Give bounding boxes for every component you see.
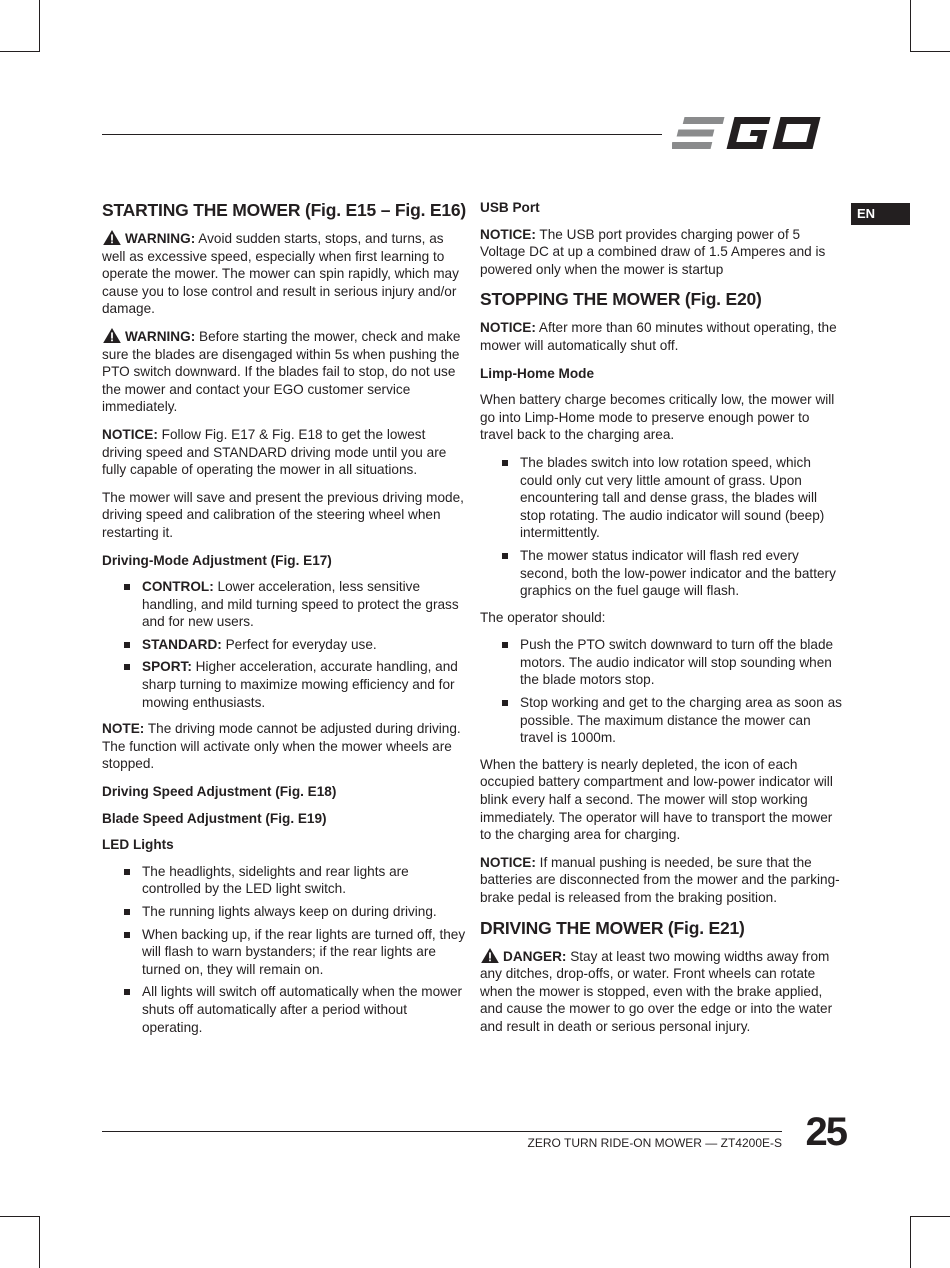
subheading-driving-mode: Driving-Mode Adjustment (Fig. E17) xyxy=(102,552,332,568)
list-item xyxy=(102,658,468,711)
subheading-limp-home: Limp-Home Mode xyxy=(480,365,595,381)
notice-label: NOTICE: xyxy=(102,426,158,442)
list-item: The headlights, sidelights and rear lights are controlled by the LED light switch. xyxy=(102,863,468,898)
crop-mark xyxy=(39,1216,40,1268)
note-text: The driving mode cannot be adjusted during driving. The function will activate only when the mower wheels are stopped. xyxy=(102,721,461,772)
footer-rule xyxy=(102,1131,782,1132)
language-tab: EN xyxy=(851,203,910,225)
mode-text: Perfect for everyday use. xyxy=(221,636,377,652)
footer-model-text: ZERO TURN RIDE-ON MOWER — ZT4200E-S xyxy=(527,1136,782,1150)
notice-label: NOTICE: xyxy=(480,226,536,242)
warning-paragraph xyxy=(102,328,468,416)
limp-home-list xyxy=(480,454,846,600)
subheading-usb-port: USB Port xyxy=(480,200,540,215)
note-paragraph xyxy=(102,720,468,773)
warning-triangle-icon xyxy=(102,328,122,343)
section-heading-stopping: STOPPING THE MOWER (Fig. E20) xyxy=(480,289,762,310)
mode-text: Higher acceleration, accurate handling, and sharp turning to maximize mowing efficiency and for mowing enthusiasts. xyxy=(142,659,458,710)
section-heading-driving: DRIVING THE MOWER (Fig. E21) xyxy=(480,917,745,938)
note-label: NOTE: xyxy=(102,721,145,737)
page-number: 25 xyxy=(805,1110,846,1154)
warning-label: WARNING: xyxy=(125,328,196,344)
list-item xyxy=(102,578,468,631)
led-list xyxy=(102,863,468,1036)
list-item: The blades switch into low rotation speed, which could only cut very little amount of grass. Upon encountering tall and dense grass, the blades will stop rotating. The audio indicator will sound (beep) intermittently. xyxy=(480,454,846,542)
mode-label: CONTROL: xyxy=(142,579,214,595)
notice-text: The USB port provides charging power of 5 Voltage DC at up a combined draw of 1.5 Amperes and is powered only when the mower is startup xyxy=(480,226,826,277)
right-column xyxy=(480,199,846,1046)
notice-text: If manual pushing is needed, be sure that the batteries are disconnected from the mower and the parking-brake pedal is released from the braking position. xyxy=(480,854,840,905)
mode-label: SPORT: xyxy=(142,659,192,675)
danger-text: Stay at least two mowing widths away from any ditches, drop-offs, or water. Front wheels can rotate when the mower is stopped, even with the brake applied, and cause the mower to go over the edge or into the water and result in death or serious personal injury. xyxy=(480,948,833,1034)
ego-logo xyxy=(672,111,844,155)
subheading-driving-speed: Driving Speed Adjustment (Fig. E18) xyxy=(102,784,337,800)
notice-paragraph xyxy=(480,854,846,907)
body-paragraph: The mower will save and present the previous driving mode, driving speed and calibration of the steering wheel when restarting it. xyxy=(102,489,464,540)
crop-mark xyxy=(0,51,40,52)
warning-text: Avoid sudden starts, stops, and turns, as well as excessive speed, especially when first learning to operate the mower. The mower can spin rapidly, which may cause you to lose control and result in serious injury and/or damage. xyxy=(102,231,459,317)
list-item: When backing up, if the rear lights are turned off, they will flash to warn bystanders; if the rear lights are turned on, they will remain on. xyxy=(102,926,468,979)
list-item xyxy=(102,636,468,654)
left-column xyxy=(102,199,468,1045)
warning-text: Before starting the mower, check and make sure the blades are disengaged within 5s when pushing the PTO switch downward. If the blades fail to stop, do not use the mower and contact your EGO customer service immediately. xyxy=(102,328,461,415)
crop-mark xyxy=(910,0,911,52)
list-item: The running lights always keep on during driving. xyxy=(102,903,468,921)
warning-triangle-icon xyxy=(102,230,122,245)
warning-paragraph xyxy=(102,230,468,318)
header-rule xyxy=(102,134,662,135)
crop-mark xyxy=(910,1216,950,1217)
notice-text: Follow Fig. E17 & Fig. E18 to get the lowest driving speed and STANDARD driving mode until you are fully capable of operating the mower in all situations. xyxy=(102,426,447,478)
body-paragraph: When the battery is nearly depleted, the icon of each occupied battery compartment and low-power indicator will blink every half a second. The mower will stop working immediately. The operator will have to transport the mower to the charging area for charging. xyxy=(480,756,833,843)
crop-mark xyxy=(39,0,40,52)
notice-paragraph xyxy=(480,226,846,279)
list-item: The mower status indicator will flash red every second, both the low-power indicator and the battery graphics on the fuel gauge will flash. xyxy=(480,547,846,600)
mode-label: STANDARD: xyxy=(142,636,222,652)
notice-text: After more than 60 minutes without operating, the mower will automatically shut off. xyxy=(480,320,837,353)
list-item: All lights will switch off automatically when the mower shuts off automatically after a period without operating. xyxy=(102,983,468,1036)
subheading-led-lights: LED Lights xyxy=(102,837,174,853)
crop-mark xyxy=(0,1216,40,1217)
list-item: Push the PTO switch downward to turn off the blade motors. The audio indicator will stop sounding when the blade motors stop. xyxy=(480,636,846,689)
notice-label: NOTICE: xyxy=(480,320,536,336)
notice-label: NOTICE: xyxy=(480,854,536,870)
danger-triangle-icon xyxy=(480,948,500,963)
list-item: Stop working and get to the charging area as soon as possible. The maximum distance the mower can travel is 1000m. xyxy=(480,694,846,747)
body-paragraph: When battery charge becomes critically low, the mower will go into Limp-Home mode to preserve enough power to travel back to the charging area. xyxy=(480,392,835,443)
danger-paragraph xyxy=(480,948,846,1036)
operator-list xyxy=(480,636,846,747)
danger-label: DANGER: xyxy=(503,948,567,964)
section-heading-starting: STARTING THE MOWER (Fig. E15 – Fig. E16) xyxy=(102,200,467,220)
crop-mark xyxy=(910,51,950,52)
warning-label: WARNING: xyxy=(125,231,196,246)
subheading-blade-speed: Blade Speed Adjustment (Fig. E19) xyxy=(102,810,327,826)
driving-mode-list xyxy=(102,578,468,711)
notice-paragraph xyxy=(480,319,846,354)
notice-paragraph xyxy=(102,426,468,479)
body-paragraph: The operator should: xyxy=(480,609,606,625)
mode-text: Lower acceleration, less sensitive handling, and mild turning speed to protect the grass and for new users. xyxy=(142,579,459,630)
crop-mark xyxy=(910,1216,911,1268)
